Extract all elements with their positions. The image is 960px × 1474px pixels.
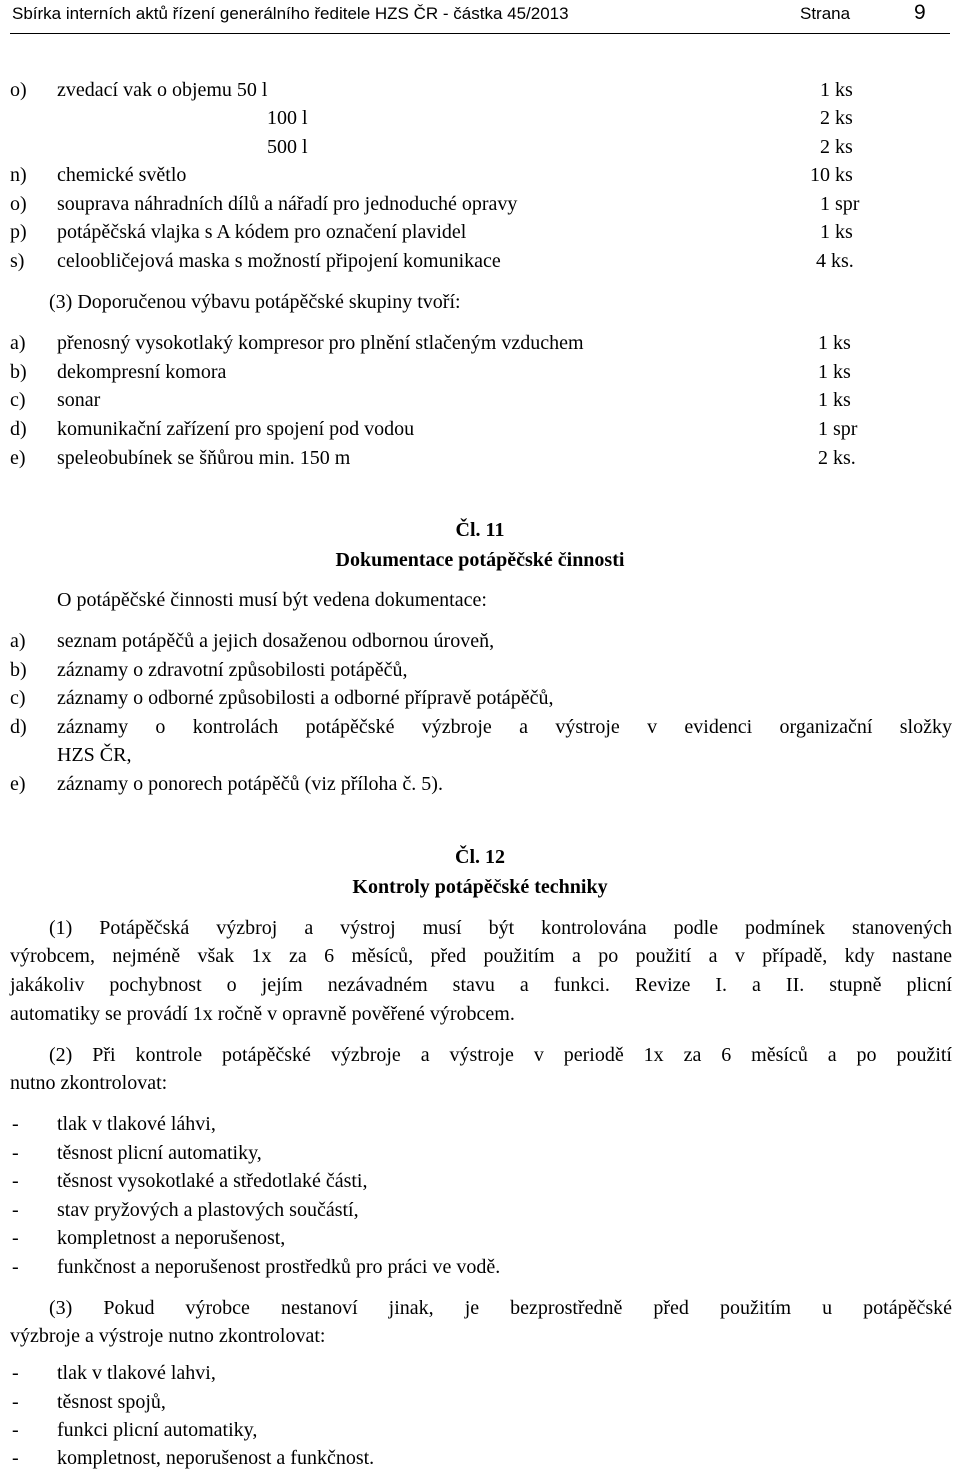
item-text: kompletnost a neporušenost, (57, 1227, 286, 1249)
item-label: a) (10, 630, 26, 652)
item-qty: 1 spr (818, 418, 858, 440)
item-continuation: HZS ČR, (57, 744, 132, 766)
item-text: těsnost plicní automatiky, (57, 1142, 262, 1164)
paragraph-line: (3) Pokud výrobce nestanoví jinak, je bezprostředně před použitím u potápěčské (49, 1297, 952, 1319)
item-label: b) (10, 659, 27, 681)
item-label: a) (10, 332, 26, 354)
item-text: těsnost spojů, (57, 1391, 166, 1413)
item-text: těsnost vysokotlaké a středotlaké části, (57, 1170, 368, 1192)
dash: - (12, 1419, 19, 1441)
item-qty: 10 ks (810, 164, 853, 186)
item-text: záznamy o odborné způsobilosti a odborné přípravě potápěčů, (57, 687, 554, 709)
item-text: přenosný vysokotlaký kompresor pro plnění stlačeným vzduchem (57, 332, 584, 354)
article-number: Čl. 12 (455, 846, 505, 868)
item-text: tlak v tlakové lahvi, (57, 1362, 216, 1384)
item-label: d) (10, 716, 27, 738)
dash: - (12, 1227, 19, 1249)
paragraph-line: nutno zkontrolovat: (10, 1072, 168, 1094)
item-text: celoobličejová maska s možností připojení komunikace (57, 250, 501, 272)
document-title: Sbírka interních aktů řízení generálního ředitele HZS ČR - částka 45/2013 (12, 4, 569, 23)
item-label: c) (10, 389, 26, 411)
dash: - (12, 1447, 19, 1469)
item-qty: 2 ks (820, 107, 853, 129)
item-qty: 1 ks (818, 332, 851, 354)
item-text: 500 l (267, 136, 308, 158)
article-number: Čl. 11 (455, 519, 505, 541)
item-qty: 1 spr (820, 193, 860, 215)
page-label: Strana (800, 4, 851, 23)
paragraph-line: (1) Potápěčská výzbroj a výstroj musí být kontrolována podle podmínek stanovených (49, 917, 952, 939)
item-qty: 2 ks. (818, 447, 856, 469)
item-text: tlak v tlakové láhvi, (57, 1113, 216, 1135)
paragraph-line: (2) Při kontrole potápěčské výzbroje a výstroje v periodě 1x za 6 měsíců a po použití (49, 1044, 952, 1066)
item-qty: 2 ks (820, 136, 853, 158)
paragraph-line: výzbroje a výstroje nutno zkontrolovat: (10, 1325, 326, 1347)
item-label: o) (10, 79, 27, 101)
item-qty: 4 ks. (816, 250, 854, 272)
item-label: b) (10, 361, 27, 383)
item-text: komunikační zařízení pro spojení pod vodou (57, 418, 415, 440)
item-text: sonar (57, 389, 101, 411)
article-title: Dokumentace potápěčské činnosti (335, 549, 625, 571)
item-text: kompletnost, neporušenost a funkčnost. (57, 1447, 375, 1469)
item-qty: 1 ks (818, 361, 851, 383)
dash: - (12, 1142, 19, 1164)
item-qty: 1 ks (818, 389, 851, 411)
page-number: 9 (914, 1, 926, 24)
item-qty: 1 ks (820, 79, 853, 101)
item-text: seznam potápěčů a jejich dosaženou odbornou úroveň, (57, 630, 495, 652)
item-text: stav pryžových a plastových součástí, (57, 1199, 359, 1221)
item-text: záznamy o ponorech potápěčů (viz příloha č. 5). (57, 773, 443, 795)
item-label: o) (10, 193, 27, 215)
item-text: záznamy o kontrolách potápěčské výzbroje a výstroje v evidenci organizační složky (57, 716, 952, 738)
page-header (10, 0, 950, 34)
item-text: 100 l (267, 107, 308, 129)
dash: - (12, 1199, 19, 1221)
item-text: dekompresní komora (57, 361, 227, 383)
article-title: Kontroly potápěčské techniky (352, 876, 608, 898)
item-text: chemické světlo (57, 164, 187, 186)
item-text: potápěčská vlajka s A kódem pro označení plavidel (57, 221, 467, 243)
item-text: speleobubínek se šňůrou min. 150 m (57, 447, 351, 469)
section-intro: (3) Doporučenou výbavu potápěčské skupiny tvoří: (49, 291, 461, 313)
item-text: funkci plicní automatiky, (57, 1419, 258, 1441)
item-label: e) (10, 773, 26, 795)
dash: - (12, 1170, 19, 1192)
item-text: zvedací vak o objemu 50 l (57, 79, 268, 101)
paragraph-line: jakákoliv pochybnost o jejím nezávadném stavu a funkci. Revize I. a II. stupně plicní (10, 974, 952, 996)
item-label: s) (10, 250, 25, 272)
dash: - (12, 1256, 19, 1278)
dash: - (12, 1362, 19, 1384)
item-text: souprava náhradních dílů a nářadí pro jednoduché opravy (57, 193, 518, 215)
paragraph-line: automatiky se provádí 1x ročně v opravně pověřené výrobcem. (10, 1003, 515, 1025)
dash: - (12, 1113, 19, 1135)
item-label: d) (10, 418, 27, 440)
item-label: p) (10, 221, 27, 243)
item-text: záznamy o zdravotní způsobilosti potápěčů, (57, 659, 408, 681)
dash: - (12, 1391, 19, 1413)
item-label: e) (10, 447, 26, 469)
paragraph-line: výrobcem, nejméně však 1x za 6 měsíců, před použitím a po použití a v případě, kdy nastane (10, 945, 952, 967)
item-label: c) (10, 687, 26, 709)
item-label: n) (10, 164, 27, 186)
article-intro: O potápěčské činnosti musí být vedena dokumentace: (57, 589, 487, 611)
item-text: funkčnost a neporušenost prostředků pro práci ve vodě. (57, 1256, 501, 1278)
item-qty: 1 ks (820, 221, 853, 243)
